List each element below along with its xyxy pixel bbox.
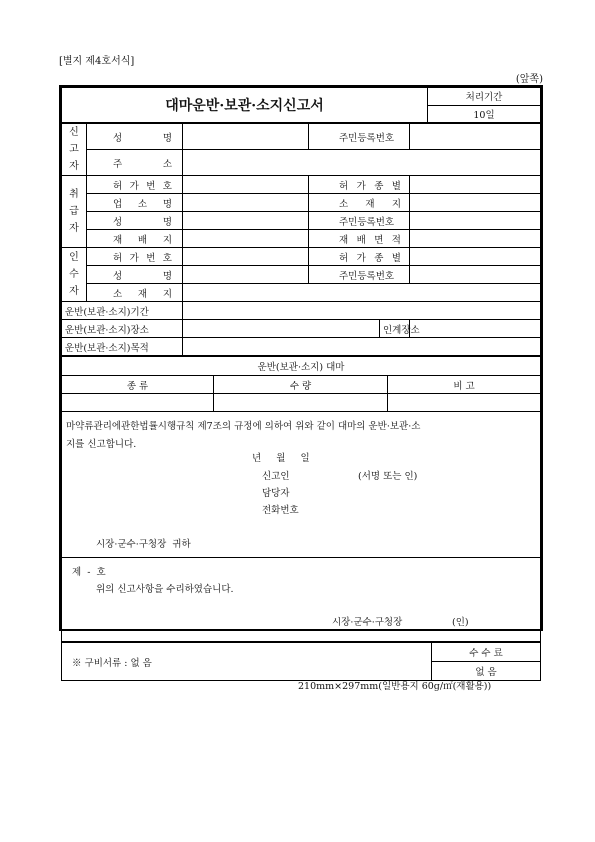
handler-permit-type-field[interactable] — [410, 176, 541, 194]
declaration-date: 년 월 일 — [252, 453, 310, 464]
handler-group-label: 취 급 자 — [62, 176, 87, 248]
receiver-permit-no-field[interactable] — [183, 248, 309, 266]
handler-cultivation-area-label: 재 배 면 적 — [309, 230, 410, 248]
purpose-label: 운반(보관·소지)목적 — [62, 338, 183, 356]
handler-permit-no-field[interactable] — [183, 176, 309, 194]
handler-permit-type-label: 허 가 종 별 — [309, 176, 410, 194]
receiver-name-field[interactable] — [183, 266, 309, 284]
reporter-group-label: 신 고 자 — [62, 124, 87, 176]
period-field[interactable] — [183, 302, 541, 320]
handler-name-label: 성 명 — [87, 212, 183, 230]
paper-spec: 210mm×297mm(일반용지 60g/㎡(재활용)) — [298, 681, 492, 692]
receiver-location-label: 소 재 지 — [87, 284, 183, 302]
reporter-address-label: 주 소 — [87, 150, 183, 176]
acceptance-number: 제 - 호 — [72, 567, 106, 578]
handler-rrn-field[interactable] — [410, 212, 541, 230]
place-field[interactable] — [183, 320, 380, 338]
declaration-sign: (서명 또는 인) — [358, 471, 418, 482]
type-field[interactable] — [62, 394, 214, 412]
handler-business-field[interactable] — [183, 194, 309, 212]
declaration-officer: 담당자 — [262, 488, 290, 499]
handler-rrn-label: 주민등록번호 — [309, 212, 410, 230]
fee-value: 없 음 — [432, 662, 541, 681]
place-label: 운반(보관·소지)장소 — [62, 320, 183, 338]
reporter-rrn-label: 주민등록번호 — [309, 124, 410, 150]
acceptance-seal: (인) — [452, 617, 469, 628]
receiver-rrn-field[interactable] — [410, 266, 541, 284]
handler-cultivation-label: 재 배 지 — [87, 230, 183, 248]
processing-value: 10일 — [428, 105, 541, 123]
fee-label: 수 수 료 — [432, 643, 541, 662]
declaration-addressee: 시장·군수·구청장 귀하 — [96, 539, 191, 550]
reporter-address-field[interactable] — [183, 150, 541, 176]
cannabis-section-title: 운반(보관·소지) 대마 — [62, 357, 541, 376]
handover-field[interactable] — [410, 320, 541, 338]
handler-cultivation-field[interactable] — [183, 230, 309, 248]
reporter-name-field[interactable] — [183, 124, 309, 150]
form-number: [별지 제4호서식] — [59, 56, 135, 67]
processing-label: 처리기간 — [428, 88, 541, 106]
handler-cultivation-area-field[interactable] — [410, 230, 541, 248]
handler-location-field[interactable] — [410, 194, 541, 212]
quantity-field[interactable] — [214, 394, 388, 412]
handler-business-label: 업 소 명 — [87, 194, 183, 212]
handover-label: 인계장소 — [380, 320, 410, 338]
form-title: 대마운반·보관·소지신고서 — [62, 88, 428, 123]
declaration-phone: 전화번호 — [262, 505, 299, 516]
receiver-group-label: 인 수 자 — [62, 248, 87, 302]
form-footer — [61, 642, 541, 681]
declaration-text: 마약류관리에관한법률시행규칙 제7조의 규정에 의하여 위와 같이 대마의 운반·보관·소 지를 신고합니다. — [66, 421, 421, 450]
handler-location-label: 소 재 지 — [309, 194, 410, 212]
receiver-permit-no-label: 허 가 번 호 — [87, 248, 183, 266]
attachments: ※ 구비서류 : 없 음 — [62, 643, 432, 681]
receiver-permit-type-label: 허 가 종 별 — [309, 248, 410, 266]
form-header — [61, 87, 541, 123]
col-note: 비 고 — [388, 376, 541, 394]
declaration-reporter: 신고인 — [262, 471, 290, 482]
acceptance-text: 위의 신고사항을 수리하였습니다. — [96, 584, 234, 595]
handler-name-field[interactable] — [183, 212, 309, 230]
col-quantity: 수 량 — [214, 376, 388, 394]
side-note: (앞쪽) — [515, 74, 543, 85]
reporter-name-label: 성 명 — [87, 124, 183, 150]
reporter-rrn-field[interactable] — [410, 124, 541, 150]
form-grid — [61, 123, 541, 356]
note-field[interactable] — [388, 394, 541, 412]
receiver-location-field[interactable] — [183, 284, 541, 302]
receiver-rrn-label: 주민등록번호 — [309, 266, 410, 284]
acceptance-block — [61, 558, 541, 642]
acceptance-signer: 시장·군수·구청장 — [332, 617, 403, 628]
declaration-block — [61, 412, 541, 558]
handler-permit-no-label: 허 가 번 호 — [87, 176, 183, 194]
purpose-field[interactable] — [183, 338, 541, 356]
col-type: 종 류 — [62, 376, 214, 394]
report-form — [59, 85, 543, 678]
cannabis-table — [61, 356, 541, 412]
receiver-permit-type-field[interactable] — [410, 248, 541, 266]
period-label: 운반(보관·소지)기간 — [62, 302, 183, 320]
receiver-name-label: 성 명 — [87, 266, 183, 284]
